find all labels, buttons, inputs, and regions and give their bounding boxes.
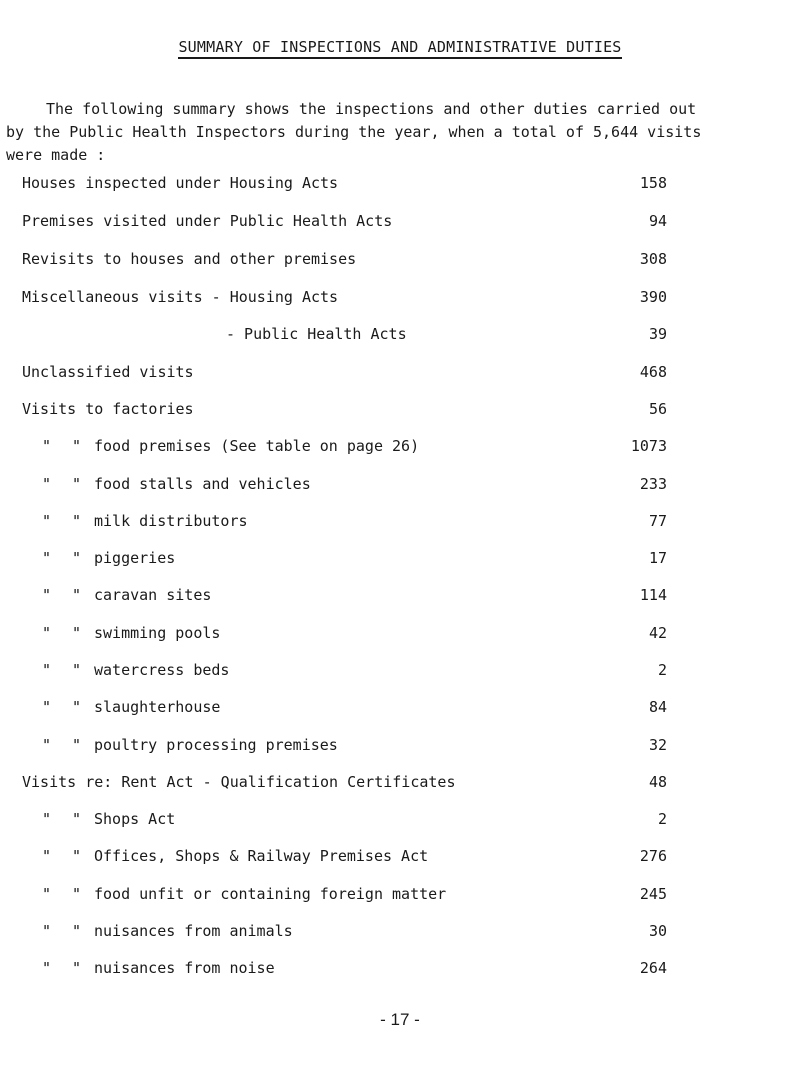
item-value: 2: [657, 810, 667, 828]
list-item: [0, 734, 800, 756]
list-item: [0, 808, 800, 830]
ditto-mark: ": [42, 549, 52, 567]
ditto-mark: ": [72, 624, 82, 642]
item-value: 245: [639, 885, 667, 903]
ditto-mark: ": [42, 661, 52, 679]
item-label: food unfit or containing foreign matter: [94, 885, 447, 903]
list-item: [0, 584, 800, 606]
ditto-mark: ": [42, 698, 52, 716]
ditto-mark: ": [72, 885, 82, 903]
page-title-text: SUMMARY OF INSPECTIONS AND ADMINISTRATIVE DUTIES: [178, 38, 621, 59]
item-label: Premises visited under Public Health Acts: [22, 212, 393, 230]
item-label: food premises (See table on page 26): [94, 437, 420, 455]
ditto-mark: ": [72, 549, 82, 567]
item-label: Houses inspected under Housing Acts: [22, 174, 339, 192]
intro-paragraph: [6, 98, 796, 167]
list-item: [0, 883, 800, 905]
item-label: slaughterhouse: [94, 698, 221, 716]
item-label: Miscellaneous visits - Housing Acts: [22, 288, 339, 306]
item-value: 276: [639, 847, 667, 865]
list-item: [0, 622, 800, 644]
item-label: food stalls and vehicles: [94, 475, 311, 493]
item-label: poultry processing premises: [94, 736, 338, 754]
item-value: 158: [639, 174, 667, 192]
item-value: 94: [648, 212, 667, 230]
ditto-mark: ": [42, 847, 52, 865]
ditto-mark: ": [42, 624, 52, 642]
item-value: 390: [639, 288, 667, 306]
list-item: [0, 547, 800, 569]
item-label: milk distributors: [94, 512, 248, 530]
item-value: 32: [648, 736, 667, 754]
ditto-mark: ": [42, 959, 52, 977]
ditto-mark: ": [72, 475, 82, 493]
list-item: [0, 286, 800, 308]
item-value: 114: [639, 586, 667, 604]
item-label: nuisances from noise: [94, 959, 275, 977]
ditto-mark: ": [72, 437, 82, 455]
intro-line-1: The following summary shows the inspections and other duties carried out: [46, 100, 697, 118]
ditto-mark: ": [42, 437, 52, 455]
ditto-mark: ": [72, 922, 82, 940]
item-label: Visits to factories: [22, 400, 194, 418]
item-value: 30: [648, 922, 667, 940]
ditto-mark: ": [72, 959, 82, 977]
item-label: Offices, Shops & Railway Premises Act: [94, 847, 429, 865]
list-item: [0, 845, 800, 867]
list-item: [0, 210, 800, 232]
item-value: 233: [639, 475, 667, 493]
ditto-mark: ": [42, 475, 52, 493]
item-label: nuisances from animals: [94, 922, 293, 940]
ditto-mark: ": [42, 512, 52, 530]
ditto-mark: ": [72, 512, 82, 530]
list-item: [0, 920, 800, 942]
item-label: Visits re: Rent Act - Qualification Certificates: [22, 773, 456, 791]
intro-line-3: were made :: [6, 146, 106, 164]
ditto-mark: ": [72, 810, 82, 828]
item-label: Shops Act: [94, 810, 176, 828]
item-value: 48: [648, 773, 667, 791]
item-value: 1073: [630, 437, 667, 455]
list-item: [0, 435, 800, 457]
item-value: 56: [648, 400, 667, 418]
ditto-mark: ": [42, 922, 52, 940]
page-title: [0, 38, 800, 56]
item-label: Unclassified visits: [22, 363, 194, 381]
item-value: 17: [648, 549, 667, 567]
list-item: [0, 510, 800, 532]
ditto-mark: ": [72, 847, 82, 865]
ditto-mark: ": [72, 736, 82, 754]
item-value: 2: [657, 661, 667, 679]
list-item: [0, 398, 800, 420]
ditto-mark: ": [72, 586, 82, 604]
item-value: 42: [648, 624, 667, 642]
list-item: [0, 771, 800, 793]
list-item: [0, 696, 800, 718]
item-label: caravan sites: [94, 586, 212, 604]
item-label: watercress beds: [94, 661, 230, 679]
list-item: [0, 323, 800, 345]
list-item: [0, 473, 800, 495]
item-value: 308: [639, 250, 667, 268]
ditto-mark: ": [42, 586, 52, 604]
list-item: [0, 361, 800, 383]
list-item: [0, 957, 800, 979]
ditto-mark: ": [42, 736, 52, 754]
ditto-mark: ": [72, 661, 82, 679]
ditto-mark: ": [42, 885, 52, 903]
item-label: - Public Health Acts: [226, 325, 407, 343]
list-item: [0, 659, 800, 681]
item-label: swimming pools: [94, 624, 221, 642]
item-value: 264: [639, 959, 667, 977]
intro-line-2: by the Public Health Inspectors during the year, when a total of 5,644 visits: [6, 123, 702, 141]
item-value: 84: [648, 698, 667, 716]
item-value: 39: [648, 325, 667, 343]
item-value: 468: [639, 363, 667, 381]
item-label: piggeries: [94, 549, 176, 567]
list-item: [0, 248, 800, 270]
page-number: - 17 -: [380, 1010, 420, 1029]
item-value: 77: [648, 512, 667, 530]
item-label: Revisits to houses and other premises: [22, 250, 357, 268]
ditto-mark: ": [72, 698, 82, 716]
list-item: [0, 172, 800, 194]
ditto-mark: ": [42, 810, 52, 828]
